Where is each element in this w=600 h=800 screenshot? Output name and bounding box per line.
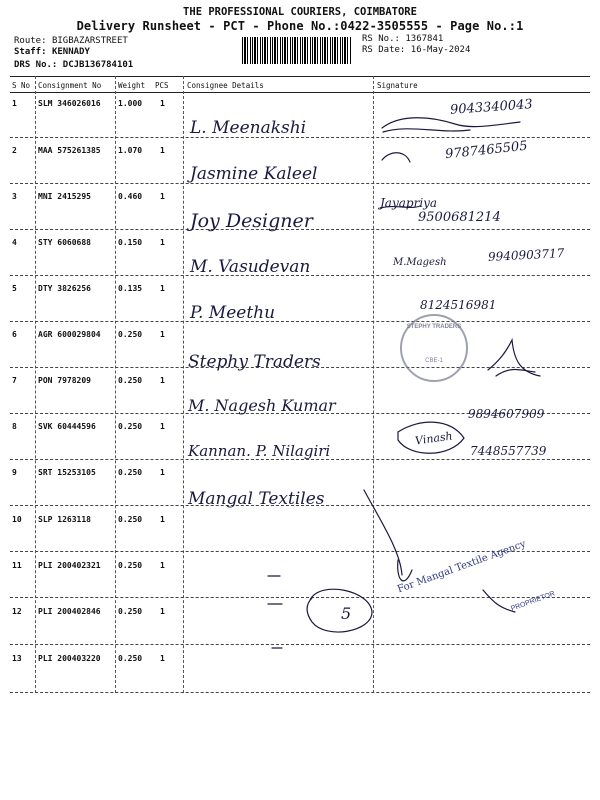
route-label: Route: (14, 36, 47, 46)
row-13-pcs: 1 (160, 654, 165, 663)
row-7-weight: 0.250 (118, 376, 143, 385)
row-6-pcs: 1 (160, 330, 165, 339)
signature-phone-1: 9043340043 (449, 97, 534, 118)
row-12-weight: 0.250 (118, 607, 143, 616)
row-10-weight: 0.250 (118, 515, 143, 524)
col-header-signature: Signature (377, 81, 418, 90)
company-name: THE PROFESSIONAL COURIERS, COIMBATORE (183, 6, 417, 18)
row-4-sno: 4 (12, 238, 17, 247)
row-5-sno: 5 (12, 284, 17, 293)
staff-label: Staff: (14, 47, 47, 57)
col-header-consignment: Consignment No (38, 81, 102, 90)
row-7-consignment: PON 7978209 (38, 376, 91, 385)
col-header-consignee: Consignee Details (187, 81, 264, 90)
row-1-consignment: SLM 346026016 (38, 99, 101, 108)
rs-no-value: 1367841 (405, 34, 444, 44)
row-8-consignment: SVK 60444596 (38, 422, 96, 431)
row-4-weight: 0.150 (118, 238, 143, 247)
row-9-weight: 0.250 (118, 468, 143, 477)
row-11-weight: 0.250 (118, 561, 143, 570)
row-11-consignment: PLI 200402321 (38, 561, 101, 570)
signature-phone-8: 9894607909 (468, 407, 545, 421)
staff-value: KENNADY (51, 47, 90, 57)
consignee-name-5: P. Meethu (190, 303, 276, 323)
row-2-consignment: MAA 575261385 (38, 146, 101, 155)
row-8-sno: 8 (12, 422, 17, 431)
row-5-pcs: 1 (160, 284, 165, 293)
row-1-pcs: 1 (160, 99, 165, 108)
row-4-pcs: 1 (160, 238, 165, 247)
row-2-weight: 1.070 (118, 146, 143, 155)
row-13-consignment: PLI 200403220 (38, 654, 101, 663)
stephy-stamp-code: CBE-1 (425, 358, 443, 364)
row-9-consignment: SRT 15253105 (38, 468, 96, 477)
row-13-weight: 0.250 (118, 654, 143, 663)
row-3-sno: 3 (12, 192, 17, 201)
circled-number: 5 (341, 604, 352, 623)
row-6-weight: 0.250 (118, 330, 143, 339)
stephy-stamp-text: STEPHY TRADERS (406, 324, 462, 330)
signature-name-9: Vinash (414, 429, 454, 448)
signature-phone-4: 9940903717 (487, 246, 565, 264)
row-11-pcs: 1 (160, 561, 165, 570)
row-12-pcs: 1 (160, 607, 165, 616)
row-2-pcs: 1 (160, 146, 165, 155)
route-value: BIGBAZARSTREET (51, 36, 128, 46)
row-3-consignment: MNI 2415295 (38, 192, 91, 201)
drs-label: DRS No.: (14, 60, 58, 70)
drs-value: DCJB136784101 (62, 60, 134, 70)
row-10-sno: 10 (12, 515, 22, 524)
signature-phone-5: 8124516981 (420, 298, 497, 312)
col-header-pcs: PCS (155, 81, 169, 90)
col-header-weight: Weight (118, 81, 146, 90)
row-8-weight: 0.250 (118, 422, 143, 431)
signature-phone-3: 9500681214 (418, 210, 501, 225)
signature-phone-2: 9787465505 (444, 138, 529, 163)
row-9-pcs: 1 (160, 468, 165, 477)
row-1-sno: 1 (12, 99, 17, 108)
consignee-name-9: Mangal Textiles (188, 489, 325, 509)
row-1-weight: 1.000 (118, 99, 143, 108)
row-12-consignment: PLI 200402846 (38, 607, 101, 616)
consignee-name-1: L. Meenakshi (190, 118, 307, 138)
consignee-name-7: M. Nagesh Kumar (188, 396, 336, 415)
consignee-name-3: Joy Designer (190, 210, 313, 232)
row-11-sno: 11 (12, 561, 22, 570)
col-header-sno: S No (12, 81, 31, 90)
row-5-consignment: DTY 3826256 (38, 284, 91, 293)
row-3-pcs: 1 (160, 192, 165, 201)
mangal-stamp-line2: PROPRIETOR (510, 590, 556, 613)
rs-no-label: RS No.: (362, 34, 400, 44)
row-2-sno: 2 (12, 146, 17, 155)
consignee-name-8: Kannan. P. Nilagiri (188, 442, 331, 460)
row-7-sno: 7 (12, 376, 17, 385)
row-5-weight: 0.135 (118, 284, 143, 293)
row-4-consignment: STY 6060688 (38, 238, 91, 247)
signature-name-3: Jayapriya (380, 196, 438, 210)
row-12-sno: 12 (12, 607, 22, 616)
consignee-name-2: Jasmine Kaleel (190, 164, 318, 184)
row-6-sno: 6 (12, 330, 17, 339)
row-6-consignment: AGR 600029804 (38, 330, 101, 339)
consignee-name-6: Stephy Traders (188, 352, 321, 372)
runsheet-title: Delivery Runsheet - PCT - Phone No.:0422-3505555 - Page No.:1 (76, 19, 524, 33)
row-10-pcs: 1 (160, 515, 165, 524)
rs-date-value: 16-May-2024 (410, 45, 471, 55)
consignee-name-4: M. Vasudevan (190, 257, 311, 277)
row-8-pcs: 1 (160, 422, 165, 431)
mangal-stamp-line1: For Mangal Textile Agency (396, 538, 528, 596)
signature-name-4: M.Magesh (393, 257, 447, 268)
signature-phone-9: 7448557739 (470, 444, 547, 458)
row-10-consignment: SLP 1263118 (38, 515, 91, 524)
row-13-sno: 13 (12, 654, 22, 663)
rs-date-label: RS Date: (362, 45, 406, 55)
row-9-sno: 9 (12, 468, 17, 477)
row-3-weight: 0.460 (118, 192, 143, 201)
row-7-pcs: 1 (160, 376, 165, 385)
